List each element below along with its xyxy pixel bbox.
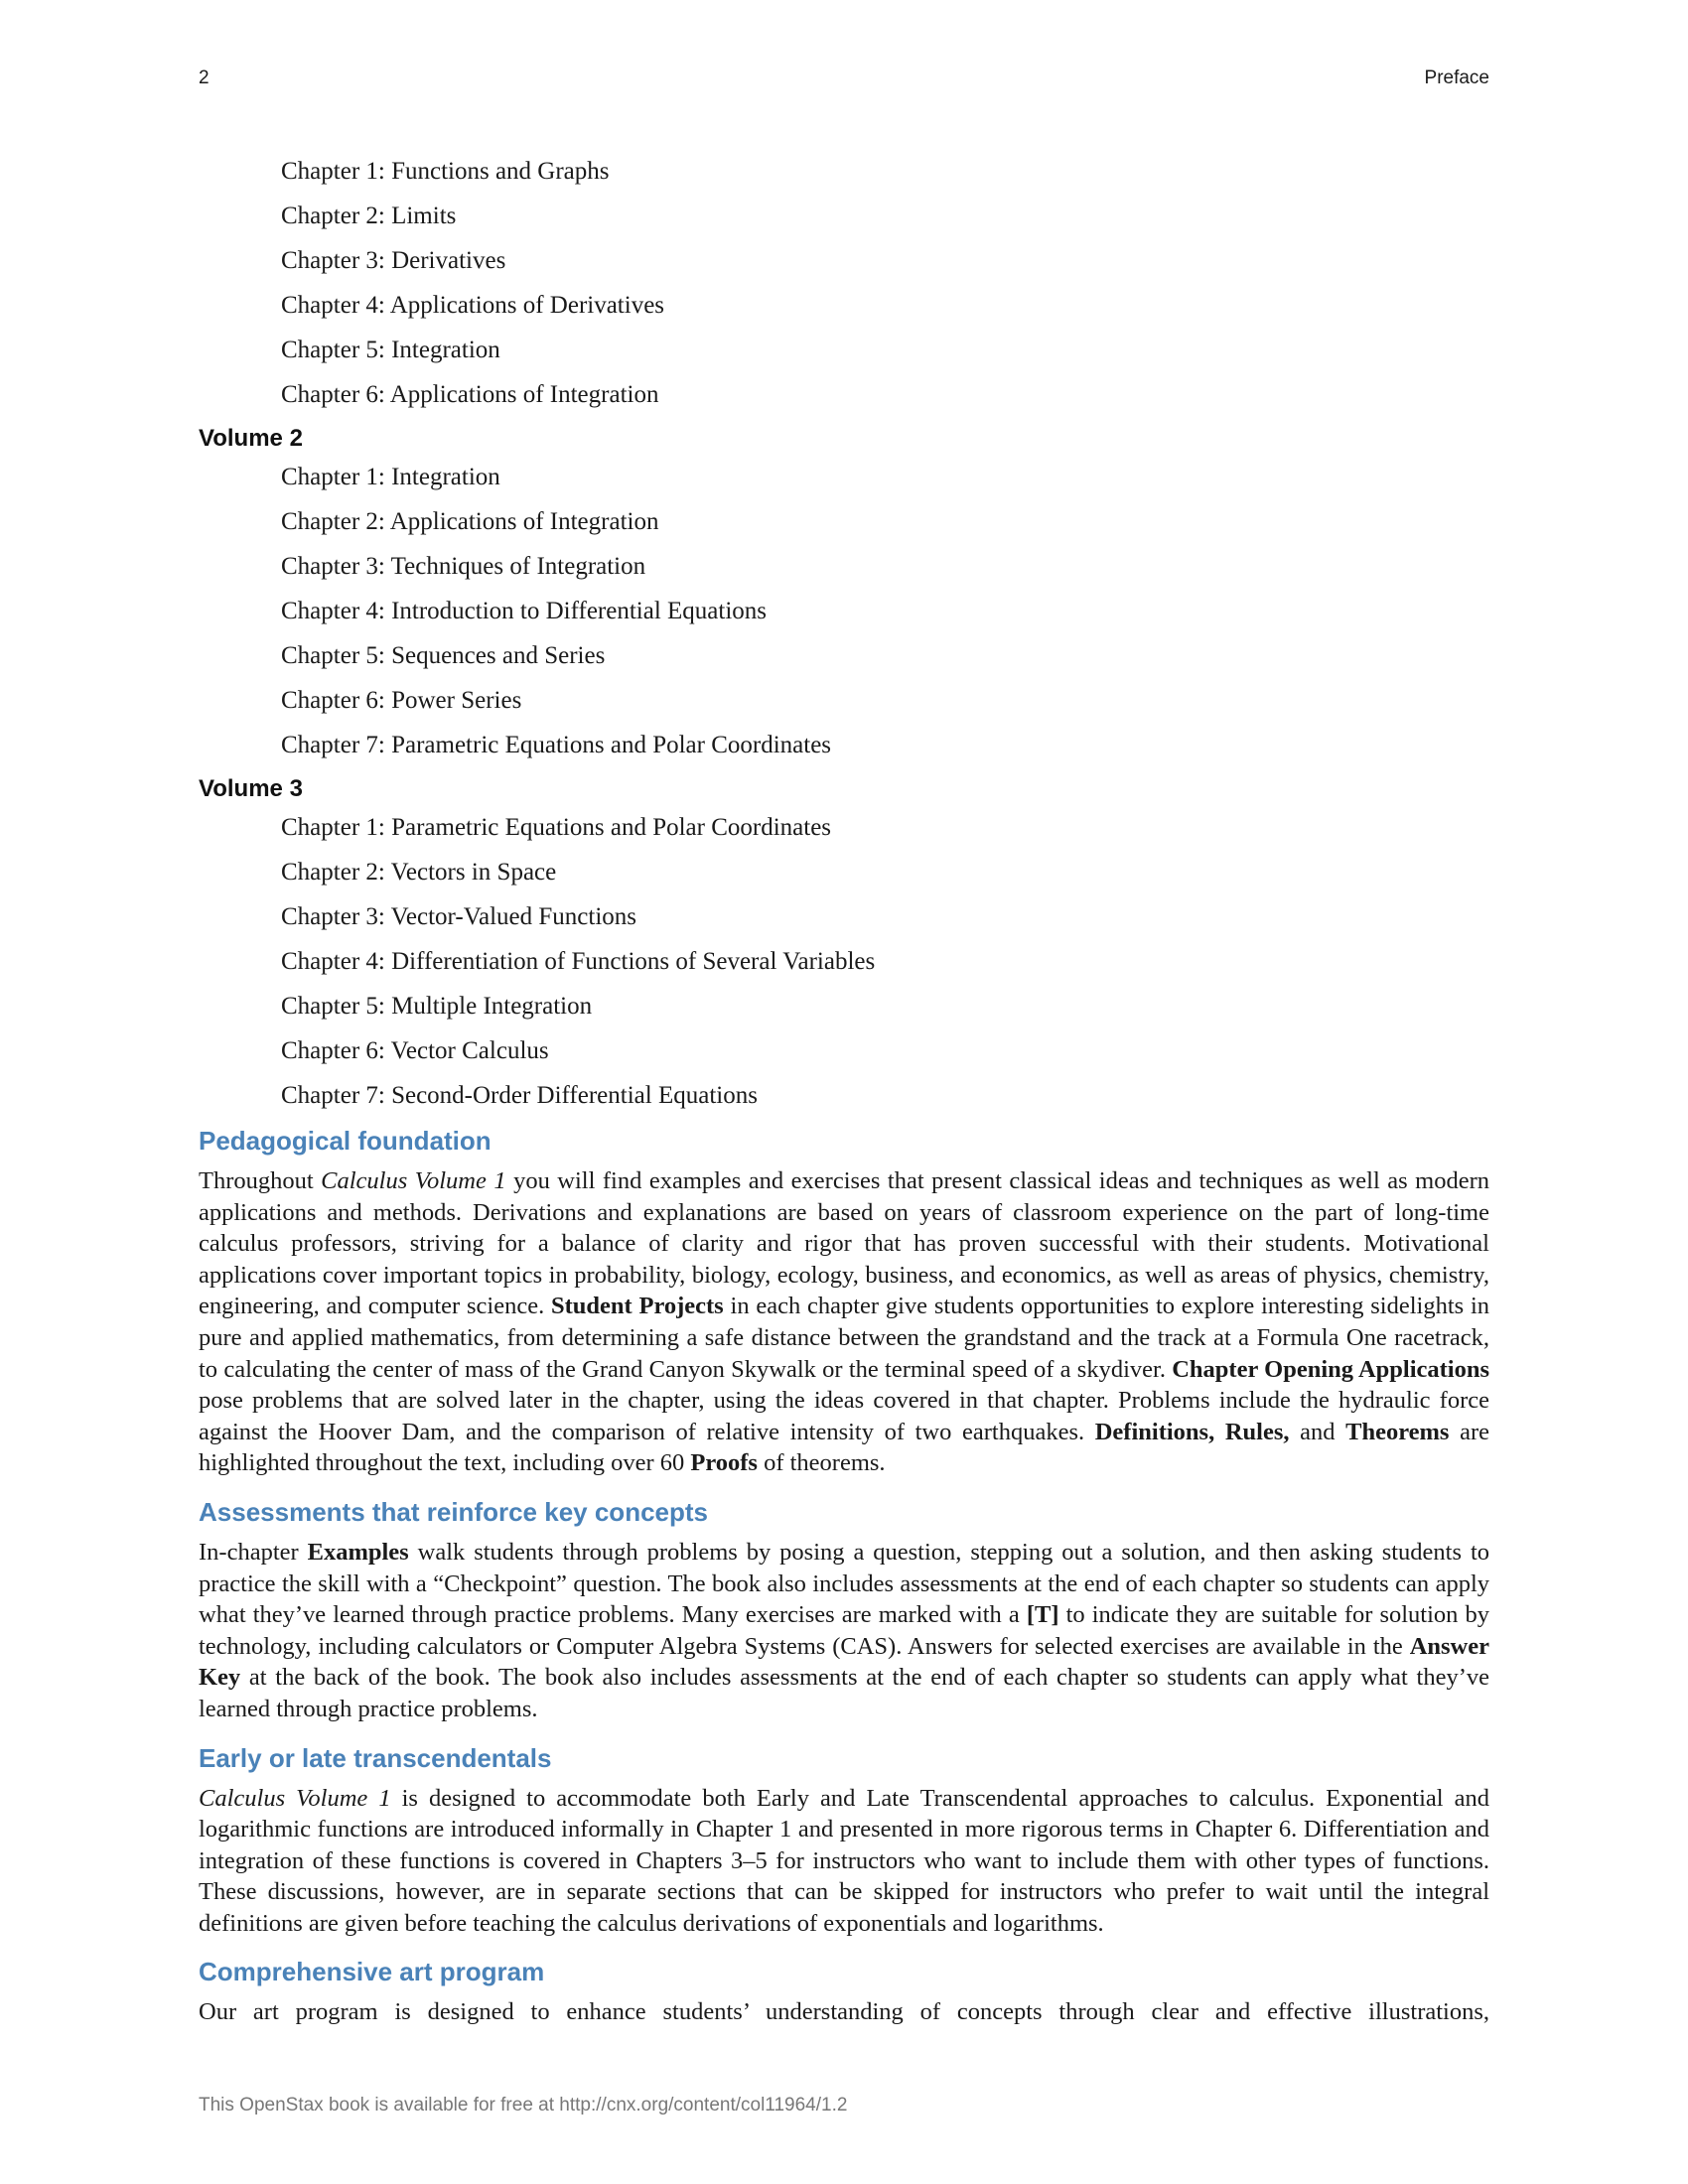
chapter-item: Chapter 3: Derivatives — [281, 247, 506, 274]
chapter-item: Chapter 4: Applications of Derivatives — [281, 292, 665, 319]
book-title: Calculus Volume 1 — [321, 1167, 506, 1194]
running-head: Preface — [1424, 68, 1489, 88]
chapter-item: Chapter 7: Parametric Equations and Polar Coordinates — [281, 732, 832, 758]
volume1-chapter-list — [199, 149, 1489, 417]
chapter-item: Chapter 5: Multiple Integration — [281, 993, 593, 1020]
book-title: Calculus Volume 1 — [199, 1784, 391, 1812]
bold-term: Theorems — [1345, 1418, 1450, 1445]
chapter-item: Chapter 6: Vector Calculus — [281, 1037, 549, 1064]
page-content — [199, 149, 1489, 2038]
volume3-chapter-list — [199, 805, 1489, 1118]
text-run: is designed to accommodate both Early and Late Transcendental approaches to calculus. Exponential and logarithmic functions are introduced informally in Chapter 1 and presented in more rigorous terms in Chapter 6. Differentiation and integration of these functions is covered in Chapters 3–5 for instructors who want to include them with other types of functions. These discussions, however, are in separate sections that can be skipped for instructors who prefer to wait until the integral definitions are given before teaching the calculus derivations of exponentials and logarithms. — [199, 1784, 1489, 1937]
text-run: In-chapter — [199, 1538, 308, 1566]
text-run: at the back of the book. The book also includes assessments at the end of each chapter so students can apply what they’ve learned through practice problems. — [199, 1664, 1489, 1722]
chapter-item: Chapter 5: Integration — [281, 337, 500, 363]
footer-availability-note: This OpenStax book is available for free at http://cnx.org/content/col11964/1.2 — [199, 2095, 848, 2116]
volume3-heading: Volume 3 — [199, 775, 303, 802]
art-program-paragraph — [199, 1996, 1489, 2028]
pedagogical-foundation-paragraph — [199, 1165, 1489, 1479]
text-run: you will find examples and exercises that present classical ideas and techniques as well as modern applications and methods. Derivations and explanations are based on years of classroom experience on the part of long-time calculus professors, striving for a balance of clarity and rigor that has proven successful with their students. Motivational applications cover important topics in probability, biology, ecology, business, and economics, as well as areas of physics, chemistry, engineering, and computer science. — [199, 1167, 1489, 1320]
transcendentals-paragraph — [199, 1783, 1489, 1940]
chapter-item: Chapter 4: Introduction to Differential Equations — [281, 598, 768, 624]
chapter-item: Chapter 2: Limits — [281, 203, 457, 229]
chapter-item: Chapter 1: Integration — [281, 464, 500, 490]
bold-term: Answer Key — [199, 1632, 1489, 1692]
art-program-heading: Comprehensive art program — [199, 1957, 545, 1987]
bold-term: Definitions, Rules, — [1094, 1418, 1290, 1445]
assessments-paragraph — [199, 1537, 1489, 1725]
text-run: Throughout — [199, 1167, 322, 1194]
chapter-item: Chapter 2: Vectors in Space — [281, 859, 557, 886]
chapter-item: Chapter 3: Techniques of Integration — [281, 553, 646, 580]
assessments-heading: Assessments that reinforce key concepts — [199, 1496, 708, 1527]
chapter-item: Chapter 5: Sequences and Series — [281, 642, 606, 669]
chapter-item: Chapter 7: Second-Order Differential Equations — [281, 1082, 758, 1109]
volume2-chapter-list — [199, 455, 1489, 767]
bold-term: Student Projects — [551, 1293, 724, 1320]
bold-term: Proofs — [690, 1449, 758, 1477]
chapter-item: Chapter 6: Applications of Integration — [281, 381, 659, 408]
bold-term: Examples — [307, 1538, 409, 1566]
text-run: to indicate they are suitable for solution by technology, including calculators or Computer Algebra Systems (CAS). Answers for selected exercises are available in the — [199, 1601, 1489, 1660]
text-run: pose problems that are solved later in the chapter, using the ideas covered in that chapter. Problems include the hydraulic force against the Hoover Dam, and the comparison of relative intensity of two earthquakes. — [199, 1387, 1489, 1445]
text-run: walk students through problems by posing a question, stepping out a solution, and then asking students to practice the skill with a “Checkpoint” question. The book also includes assessments at the end of each chapter so students can apply what they’ve learned through practice problems. Many exercises are marked with a — [199, 1538, 1490, 1629]
text-run: of theorems. — [757, 1449, 886, 1477]
chapter-item: Chapter 4: Differentiation of Functions of Several Variables — [281, 948, 876, 975]
chapter-item: Chapter 6: Power Series — [281, 687, 522, 714]
chapter-item: Chapter 3: Vector-Valued Functions — [281, 903, 636, 930]
chapter-item: Chapter 1: Functions and Graphs — [281, 158, 610, 185]
text-run: Our art program is designed to enhance students’ understanding of concepts through clear and effective illustrations, — [199, 1998, 1489, 2026]
text-run: in each chapter give students opportunities to explore interesting sidelights in pure and applied mathematics, from determining a safe distance between the grandstand and the track at a Formula One racetrack, to calculating the center of mass of the Grand Canyon Skywalk or the terminal speed of a skydiver. — [199, 1293, 1490, 1383]
volume2-heading: Volume 2 — [199, 425, 303, 452]
chapter-item: Chapter 1: Parametric Equations and Polar Coordinates — [281, 814, 832, 841]
bold-term: Chapter Opening Applications — [1172, 1355, 1489, 1383]
transcendentals-heading: Early or late transcendentals — [199, 1742, 552, 1773]
bold-term: [T] — [1026, 1601, 1059, 1629]
pedagogical-foundation-heading: Pedagogical foundation — [199, 1126, 492, 1156]
chapter-item: Chapter 2: Applications of Integration — [281, 508, 659, 535]
page-number: 2 — [199, 68, 210, 88]
text-run: are highlighted throughout the text, including over 60 — [199, 1418, 1489, 1477]
text-run: and — [1289, 1418, 1346, 1445]
